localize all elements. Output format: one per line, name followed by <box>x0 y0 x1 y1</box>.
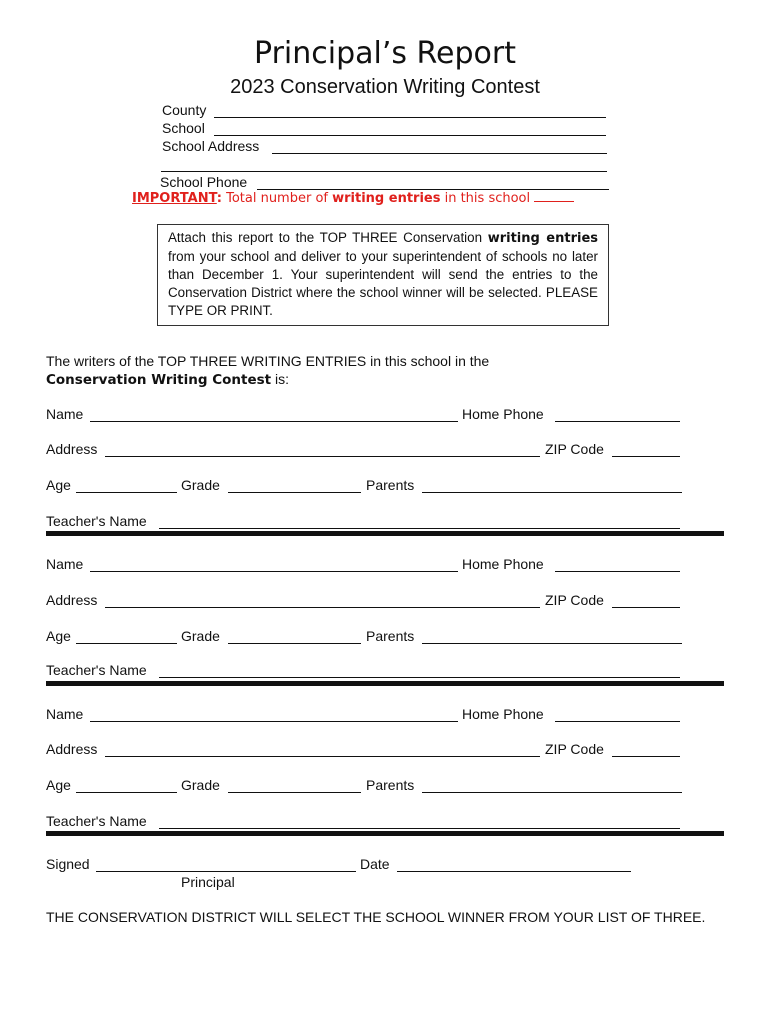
zip-field[interactable] <box>612 756 680 757</box>
parents-field[interactable] <box>422 643 682 644</box>
instructions-box: Attach this report to the TOP THREE Conservation writing entries from your school and deliver to your superintendent of schools no later than December 1. Your superintendent will send the entries to the Conservation District where the school winner will be selected. PLEASE TYPE OR PRINT. <box>157 224 609 326</box>
school-field[interactable] <box>214 135 606 136</box>
age-field[interactable] <box>76 643 177 644</box>
page-title: Principal’s Report <box>254 36 516 71</box>
county-label: County <box>162 102 207 118</box>
parents-field[interactable] <box>422 792 682 793</box>
zip-label: ZIP Code <box>545 741 604 757</box>
parents-label: Parents <box>366 628 415 644</box>
school-label: School <box>162 120 205 136</box>
address-field[interactable] <box>105 607 540 608</box>
grade-label: Grade <box>181 477 220 493</box>
address-field[interactable] <box>105 756 540 757</box>
age-label: Age <box>46 777 71 793</box>
age-label: Age <box>46 628 71 644</box>
parents-label: Parents <box>366 477 415 493</box>
entries-intro: The writers of the TOP THREE WRITING ENTRIES in this school in the Conservation Writing Contest is: <box>46 353 490 388</box>
home-phone-field[interactable] <box>555 571 680 572</box>
teacher-label: Teacher's Name <box>46 813 147 829</box>
name-field[interactable] <box>90 421 458 422</box>
zip-field[interactable] <box>612 456 680 457</box>
teacher-field[interactable] <box>159 828 680 829</box>
teacher-label: Teacher's Name <box>46 513 147 529</box>
signed-label: Signed <box>46 856 90 872</box>
teacher-field[interactable] <box>159 528 680 529</box>
age-field[interactable] <box>76 492 177 493</box>
name-label: Name <box>46 406 84 422</box>
signature-field[interactable] <box>96 871 356 872</box>
age-field[interactable] <box>76 792 177 793</box>
section-divider <box>46 831 724 836</box>
date-label: Date <box>360 856 390 872</box>
name-label: Name <box>46 706 84 722</box>
section-divider <box>46 531 724 536</box>
address-label: Address <box>46 592 98 608</box>
county-field[interactable] <box>214 117 606 118</box>
grade-field[interactable] <box>228 492 361 493</box>
address-label: Address <box>46 741 98 757</box>
zip-label: ZIP Code <box>545 441 604 457</box>
school-address-field[interactable] <box>272 153 607 154</box>
footer-note: THE CONSERVATION DISTRICT WILL SELECT THE SCHOOL WINNER FROM YOUR LIST OF THREE. <box>46 909 706 925</box>
parents-label: Parents <box>366 777 415 793</box>
home-phone-label: Home Phone <box>462 706 544 722</box>
school-phone-label: School Phone <box>160 174 248 190</box>
home-phone-label: Home Phone <box>462 406 544 422</box>
school-address-field-line2[interactable] <box>161 171 607 172</box>
address-label: Address <box>46 441 98 457</box>
principal-caption: Principal <box>181 874 235 890</box>
date-field[interactable] <box>397 871 631 872</box>
address-field[interactable] <box>105 456 540 457</box>
school-address-label: School Address <box>162 138 260 154</box>
important-label: IMPORTANT <box>132 191 217 206</box>
name-field[interactable] <box>90 721 458 722</box>
teacher-label: Teacher's Name <box>46 662 147 678</box>
teacher-field[interactable] <box>159 677 680 678</box>
page-subtitle: 2023 Conservation Writing Contest <box>230 76 540 98</box>
total-entries-field[interactable] <box>534 201 574 202</box>
grade-label: Grade <box>181 777 220 793</box>
home-phone-field[interactable] <box>555 421 680 422</box>
parents-field[interactable] <box>422 492 682 493</box>
home-phone-label: Home Phone <box>462 556 544 572</box>
name-field[interactable] <box>90 571 458 572</box>
zip-field[interactable] <box>612 607 680 608</box>
name-label: Name <box>46 556 84 572</box>
grade-label: Grade <box>181 628 220 644</box>
section-divider <box>46 681 724 686</box>
grade-field[interactable] <box>228 643 361 644</box>
zip-label: ZIP Code <box>545 592 604 608</box>
important-notice: IMPORTANT: Total number of writing entries in this school <box>132 191 574 206</box>
age-label: Age <box>46 477 71 493</box>
home-phone-field[interactable] <box>555 721 680 722</box>
grade-field[interactable] <box>228 792 361 793</box>
school-phone-field[interactable] <box>257 189 609 190</box>
